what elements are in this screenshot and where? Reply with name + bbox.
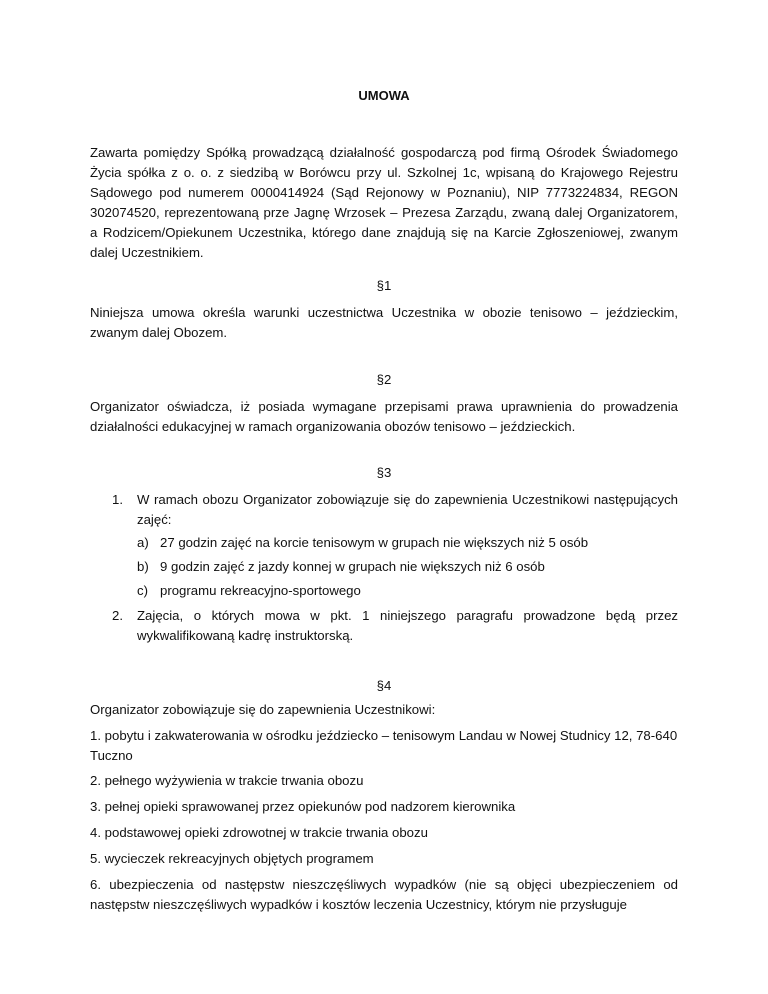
section-2-heading: §2: [376, 372, 392, 387]
intro-paragraph: Zawarta pomiędzy Spółką prowadzącą działalność gospodarczą pod firmą Ośrodek Świadomego Życia spółka z o. o. z siedzibą w Borówcu przy ul. Szkolnej 1c, wpisaną do Krajowego Rejestru Sądowego pod numerem 0000414924 (Sąd Rejonowy w Poznaniu), NIP 7773224834, REGON 302074520, reprezentowaną prze Jagnę Wrzosek – Prezesa Zarządu, zwaną dalej Organizatorem, a Rodzicem/Opiekunem Uczestnika, którego dane znajdują się na Karcie Zgłoszeniowej, zwanym dalej Uczestnikiem.: [90, 145, 678, 260]
section-3-sub-b-letter: b): [137, 559, 149, 574]
section-4-lead: Organizator zobowiązuje się do zapewnienia Uczestnikowi:: [90, 702, 436, 717]
section-3-sub-c-text: programu rekreacyjno-sportowego: [160, 583, 361, 598]
section-3-sub-a-letter: a): [137, 535, 149, 550]
section-3-sub-a-text: 27 godzin zajęć na korcie tenisowym w grupach nie większych niż 5 osób: [160, 535, 589, 550]
section-3-sub-b-text: 9 godzin zajęć z jazdy konnej w grupach nie większych niż 6 osób: [160, 559, 545, 574]
section-4-item-2: 2. pełnego wyżywienia w trakcie trwania obozu: [90, 773, 364, 788]
section-4-item-5: 5. wycieczek rekreacyjnych objętych programem: [90, 851, 374, 866]
document-title: UMOWA: [358, 88, 410, 103]
section-3-heading: §3: [376, 465, 392, 480]
section-4-item-3: 3. pełnej opieki sprawowanej przez opiekunów pod nadzorem kierownika: [90, 799, 516, 814]
section-2-text: Organizator oświadcza, iż posiada wymagane przepisami prawa uprawnienia do prowadzenia działalności edukacyjnej w ramach organizowania obozów tenisowo – jeździeckich.: [90, 399, 678, 434]
section-1-heading: §1: [376, 278, 392, 293]
section-3-item-1-number: 1.: [112, 492, 123, 507]
section-4-item-4: 4. podstawowej opieki zdrowotnej w trakcie trwania obozu: [90, 825, 428, 840]
section-3-item-1-text: W ramach obozu Organizator zobowiązuje się do zapewnienia Uczestnikowi następujących zajęć:: [137, 492, 678, 527]
section-4-item-1: 1. pobytu i zakwaterowania w ośrodku jeździecko – tenisowym Landau w Nowej Studnicy 12, 78-640 Tuczno: [90, 728, 678, 763]
section-1-text: Niniejsza umowa określa warunki uczestnictwa Uczestnika w obozie tenisowo – jeździeckim, zwanym dalej Obozem.: [90, 305, 678, 340]
section-3-item-2-text: Zajęcia, o których mowa w pkt. 1 niniejszego paragrafu prowadzone będą przez wykwalifikowaną kadrę instruktorską.: [137, 608, 678, 643]
section-4-heading: §4: [376, 678, 392, 693]
section-3-item-2-number: 2.: [112, 608, 123, 623]
section-3-sub-c-letter: c): [137, 583, 148, 598]
section-4-item-6: 6. ubezpieczenia od następstw nieszczęśliwych wypadków (nie są objęci ubezpieczeniem od następstw nieszczęśliwych wypadków i kosztów leczenia Uczestnicy, którym nie przysługuje: [90, 877, 678, 912]
